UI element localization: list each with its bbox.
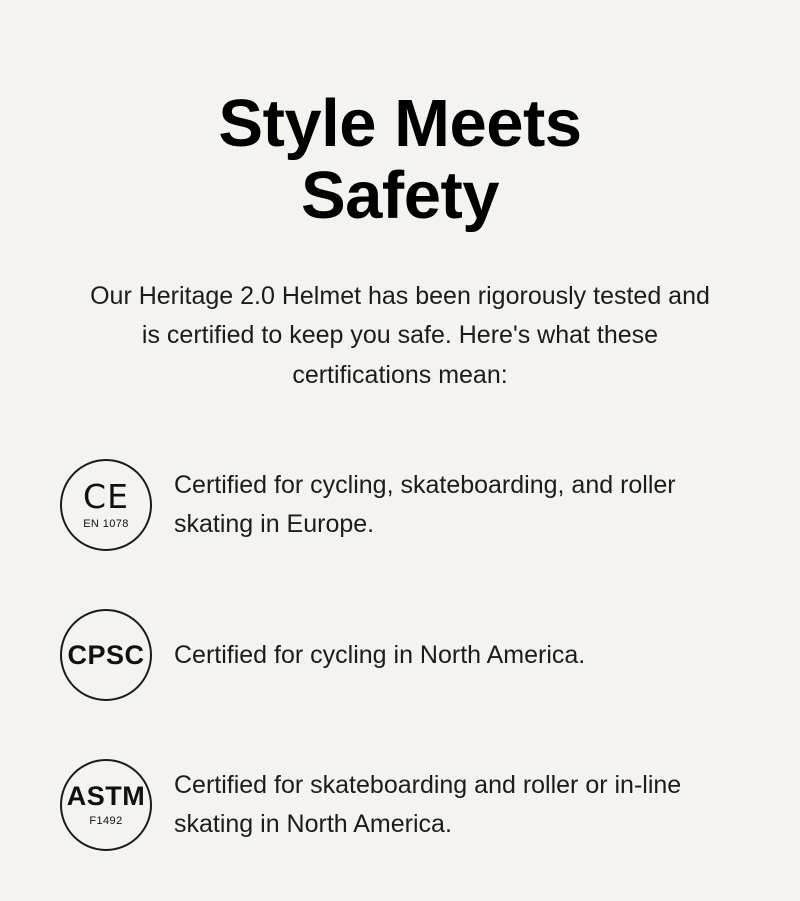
- badge-main-label: CE: [83, 477, 129, 517]
- list-item: [60, 459, 740, 551]
- badge-main-label: CPSC: [67, 639, 145, 670]
- intro-paragraph: Our Heritage 2.0 Helmet has been rigorously tested and is certified to keep you safe. Here's what these certifications mean:: [90, 281, 710, 389]
- page-title: Style Meets Safety: [218, 86, 582, 234]
- badge-main-label: ASTM: [66, 781, 146, 812]
- astm-certification-icon: [60, 759, 152, 851]
- badge-sub-label: EN 1078: [83, 518, 129, 531]
- list-item: [60, 609, 740, 701]
- certification-list: [60, 459, 740, 851]
- list-item: [60, 759, 740, 851]
- certification-description: Certified for cycling in North America.: [174, 640, 586, 669]
- certification-description: Certified for skateboarding and roller or in-line skating in North America.: [174, 771, 682, 839]
- cpsc-certification-icon: [60, 609, 152, 701]
- certification-description: Certified for cycling, skateboarding, and roller skating in Europe.: [174, 471, 676, 539]
- ce-certification-icon: [60, 459, 152, 551]
- badge-sub-label: F1492: [89, 815, 123, 828]
